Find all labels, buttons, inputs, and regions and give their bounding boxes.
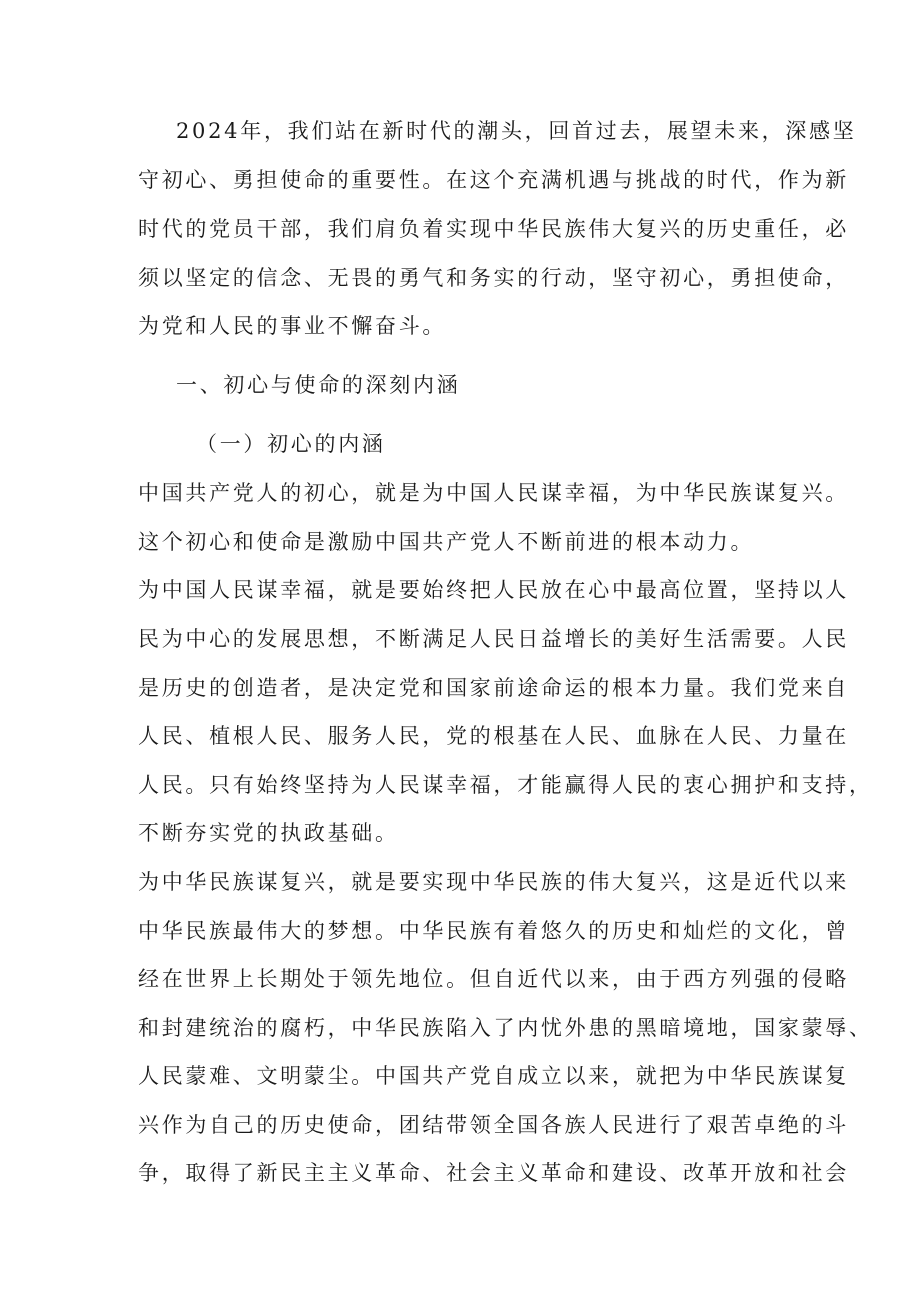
definition-line-2: 这个初心和使命是激励中国共产党人不断前进的根本动力。 [138,530,755,554]
people-line-2: 民为中心的发展思想，不断满足人民日益增长的美好生活需要。人民 [138,627,849,651]
definition-line-1: 中国共产党人的初心，就是为中国人民谋幸福，为中华民族谋复兴。 [138,481,849,505]
nation-line-2: 中华民族最伟大的梦想。中华民族有着悠久的历史和灿烂的文化，曾 [138,919,849,943]
section-heading: 一、初心与使命的深刻内涵 [176,373,461,397]
intro-line-5: 为党和人民的事业不懈奋斗。 [138,314,447,338]
nation-line-4: 和封建统治的腐朽，中华民族陷入了内忧外患的黑暗境地，国家蒙辱、 [138,1016,873,1040]
intro-line-4: 须以坚定的信念、无畏的勇气和务实的行动，坚守初心，勇担使命， [138,266,849,290]
intro-line-1: 2024年，我们站在新时代的潮头，回首过去，展望未来，深感坚 [176,119,857,143]
nation-line-6: 兴作为自己的历史使命，团结带领全国各族人民进行了艰苦卓绝的斗 [138,1113,849,1137]
nation-line-5: 人民蒙难、文明蒙尘。中国共产党自成立以来，就把为中华民族谋复 [138,1064,849,1088]
people-line-3: 是历史的创造者，是决定党和国家前途命运的根本力量。我们党来自 [138,676,849,700]
nation-line-3: 经在世界上长期处于领先地位。但自近代以来，由于西方列强的侵略 [138,967,849,991]
people-line-4: 人民、植根人民、服务人民，党的根基在人民、血脉在人民、力量在 [138,724,849,748]
people-line-5: 人民。只有始终坚持为人民谋幸福，才能赢得人民的衷心拥护和支持， [138,773,873,797]
intro-line-3: 时代的党员干部，我们肩负着实现中华民族伟大复兴的历史重任，必 [138,217,849,241]
people-line-6: 不断夯实党的执政基础。 [138,821,399,845]
nation-line-7: 争，取得了新民主主义革命、社会主义革命和建设、改革开放和社会 [138,1161,849,1185]
intro-line-2: 守初心、勇担使命的重要性。在这个充满机遇与挑战的时代，作为新 [138,168,849,192]
nation-line-1: 为中华民族谋复兴，就是要实现中华民族的伟大复兴，这是近代以来 [138,870,849,894]
subsection-heading: （一）初心的内涵 [196,432,386,456]
people-line-1: 为中国人民谋幸福，就是要始终把人民放在心中最高位置，坚持以人 [138,578,849,602]
